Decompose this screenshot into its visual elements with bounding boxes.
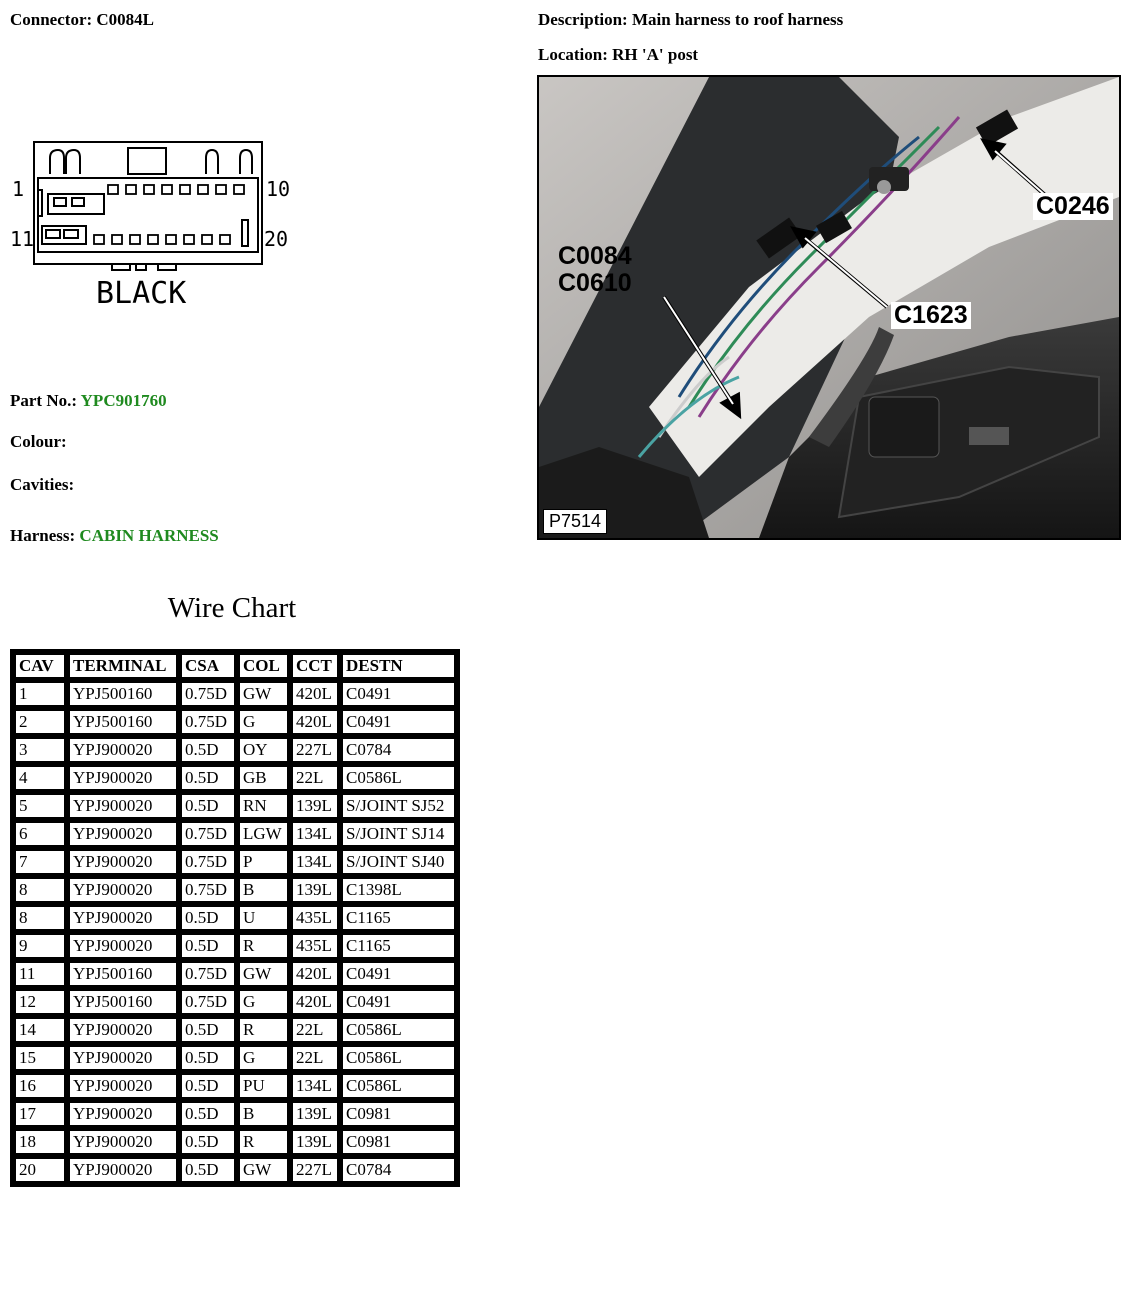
cell-cct: 134L <box>290 820 340 848</box>
cell-destn: C1165 <box>340 904 457 932</box>
cell-cav: 7 <box>13 848 67 876</box>
callout-c0084: C0084 <box>558 242 632 270</box>
cell-col: U <box>237 904 290 932</box>
cell-csa: 0.5D <box>179 764 237 792</box>
cell-cct: 139L <box>290 876 340 904</box>
harness-label: Harness: <box>10 526 76 545</box>
cell-cct: 420L <box>290 680 340 708</box>
cell-destn: C0491 <box>340 960 457 988</box>
cell-col: R <box>237 932 290 960</box>
cell-csa: 0.75D <box>179 876 237 904</box>
cell-col: B <box>237 1100 290 1128</box>
header-col: COL <box>237 652 290 680</box>
part-number-label: Part No.: <box>10 391 78 410</box>
cell-cct: 139L <box>290 1128 340 1156</box>
connector-colour-label: BLACK <box>96 276 187 311</box>
cell-cav: 3 <box>13 736 67 764</box>
cell-terminal: YPJ900020 <box>67 876 179 904</box>
cell-cav: 16 <box>13 1072 67 1100</box>
cavity-box <box>234 185 244 194</box>
cell-csa: 0.5D <box>179 1156 237 1184</box>
cell-terminal: YPJ900020 <box>67 1156 179 1184</box>
cavity-box <box>108 185 118 194</box>
cell-destn: S/JOINT SJ52 <box>340 792 457 820</box>
cell-terminal: YPJ900020 <box>67 764 179 792</box>
cavity-box <box>198 185 208 194</box>
table-row <box>13 764 457 792</box>
cell-terminal: YPJ500160 <box>67 708 179 736</box>
cell-cct: 139L <box>290 1100 340 1128</box>
cell-cct: 22L <box>290 1044 340 1072</box>
cell-cct: 227L <box>290 736 340 764</box>
location-photo <box>537 75 1121 540</box>
table-row <box>13 1128 457 1156</box>
cell-destn: C0586L <box>340 1016 457 1044</box>
cell-cct: 134L <box>290 1072 340 1100</box>
cell-cav: 8 <box>13 876 67 904</box>
header-destn: DESTN <box>340 652 457 680</box>
table-row <box>13 932 457 960</box>
cell-cav: 6 <box>13 820 67 848</box>
cell-terminal: YPJ500160 <box>67 680 179 708</box>
cavity-box <box>126 185 136 194</box>
connector-value: C0084L <box>96 10 155 29</box>
cell-cct: 22L <box>290 1016 340 1044</box>
cell-col: GW <box>237 1156 290 1184</box>
cavity-box <box>94 235 104 244</box>
table-row <box>13 708 457 736</box>
cavities-label: Cavities: <box>10 475 75 494</box>
cavities-line <box>10 475 74 495</box>
cell-csa: 0.75D <box>179 680 237 708</box>
table-row <box>13 792 457 820</box>
table-row <box>13 736 457 764</box>
cell-cav: 11 <box>13 960 67 988</box>
cavity-box <box>216 185 226 194</box>
cell-col: R <box>237 1128 290 1156</box>
cell-terminal: YPJ900020 <box>67 1128 179 1156</box>
part-number-value: YPC901760 <box>80 391 167 410</box>
cell-col: GW <box>237 680 290 708</box>
cavity-box <box>180 185 190 194</box>
description-heading <box>538 10 843 30</box>
cell-col: G <box>237 1044 290 1072</box>
cell-csa: 0.75D <box>179 988 237 1016</box>
table-row <box>13 904 457 932</box>
cell-terminal: YPJ900020 <box>67 904 179 932</box>
cavity-box <box>130 235 140 244</box>
cell-destn: C0586L <box>340 1072 457 1100</box>
cell-destn: C0981 <box>340 1128 457 1156</box>
cell-csa: 0.5D <box>179 932 237 960</box>
cell-cct: 227L <box>290 1156 340 1184</box>
cell-csa: 0.5D <box>179 1044 237 1072</box>
cell-cct: 139L <box>290 792 340 820</box>
table-row <box>13 680 457 708</box>
harness-line <box>10 526 219 546</box>
connector-heading <box>10 10 154 30</box>
part-number-line <box>10 391 167 411</box>
cell-cct: 134L <box>290 848 340 876</box>
cell-terminal: YPJ900020 <box>67 932 179 960</box>
header-cav: CAV <box>13 652 67 680</box>
cell-cct: 435L <box>290 932 340 960</box>
cell-cav: 18 <box>13 1128 67 1156</box>
cell-cav: 2 <box>13 708 67 736</box>
cell-destn: S/JOINT SJ14 <box>340 820 457 848</box>
wire-chart-header-row <box>13 652 457 680</box>
cavity-box <box>166 235 176 244</box>
cell-cav: 15 <box>13 1044 67 1072</box>
cell-terminal: YPJ500160 <box>67 960 179 988</box>
cell-col: GW <box>237 960 290 988</box>
table-row <box>13 848 457 876</box>
cell-csa: 0.5D <box>179 1100 237 1128</box>
pin-label-20: 20 <box>264 227 289 251</box>
cavity-box <box>184 235 194 244</box>
table-row <box>13 988 457 1016</box>
location-label: Location: <box>538 45 608 64</box>
cell-cav: 20 <box>13 1156 67 1184</box>
cell-cct: 420L <box>290 988 340 1016</box>
cell-cct: 22L <box>290 764 340 792</box>
photo-reference-id: P7514 <box>543 509 607 534</box>
colour-label: Colour: <box>10 432 67 451</box>
cell-csa: 0.5D <box>179 904 237 932</box>
cell-cct: 420L <box>290 708 340 736</box>
cell-destn: C0784 <box>340 736 457 764</box>
cell-terminal: YPJ900020 <box>67 1044 179 1072</box>
cell-destn: C0491 <box>340 988 457 1016</box>
cell-col: LGW <box>237 820 290 848</box>
table-row <box>13 876 457 904</box>
cell-csa: 0.5D <box>179 736 237 764</box>
cavity-box <box>162 185 172 194</box>
wire-chart-title: Wire Chart <box>167 592 297 624</box>
callout-c1623: C1623 <box>891 302 971 329</box>
table-row <box>13 1044 457 1072</box>
cell-cct: 435L <box>290 904 340 932</box>
cell-cav: 1 <box>13 680 67 708</box>
callout-c0610: C0610 <box>558 269 632 297</box>
harness-value: CABIN HARNESS <box>79 526 219 545</box>
pin-label-1: 1 <box>12 177 25 201</box>
connector-label: Connector: <box>10 10 93 29</box>
cell-destn: S/JOINT SJ40 <box>340 848 457 876</box>
pin-label-11: 11 <box>10 227 35 251</box>
cavity-box <box>220 235 230 244</box>
cell-csa: 0.5D <box>179 1016 237 1044</box>
table-row <box>13 1016 457 1044</box>
description-label: Description: <box>538 10 628 29</box>
cell-destn: C0586L <box>340 764 457 792</box>
cell-destn: C0491 <box>340 680 457 708</box>
wire-chart-table <box>10 649 460 1187</box>
cell-csa: 0.5D <box>179 792 237 820</box>
location-heading <box>538 45 698 65</box>
cell-destn: C1398L <box>340 876 457 904</box>
table-row <box>13 820 457 848</box>
cell-col: G <box>237 708 290 736</box>
cell-cav: 12 <box>13 988 67 1016</box>
cell-csa: 0.5D <box>179 1072 237 1100</box>
table-row <box>13 1156 457 1184</box>
cell-terminal: YPJ900020 <box>67 1100 179 1128</box>
table-row <box>13 960 457 988</box>
callout-c0246: C0246 <box>1033 193 1113 220</box>
header-cct: CCT <box>290 652 340 680</box>
cell-terminal: YPJ900020 <box>67 848 179 876</box>
header-terminal: TERMINAL <box>67 652 179 680</box>
cavity-box <box>148 235 158 244</box>
cell-terminal: YPJ900020 <box>67 1016 179 1044</box>
cell-csa: 0.75D <box>179 820 237 848</box>
cell-col: R <box>237 1016 290 1044</box>
table-row <box>13 1072 457 1100</box>
cell-col: GB <box>237 764 290 792</box>
cell-cav: 9 <box>13 932 67 960</box>
cell-cav: 4 <box>13 764 67 792</box>
cell-destn: C0784 <box>340 1156 457 1184</box>
cell-destn: C0586L <box>340 1044 457 1072</box>
description-value: Main harness to roof harness <box>631 10 844 29</box>
cell-cav: 5 <box>13 792 67 820</box>
cell-col: P <box>237 848 290 876</box>
cell-terminal: YPJ900020 <box>67 792 179 820</box>
cell-destn: C1165 <box>340 932 457 960</box>
location-value: RH 'A' post <box>612 45 699 64</box>
cell-csa: 0.75D <box>179 708 237 736</box>
cavity-box <box>144 185 154 194</box>
cell-col: OY <box>237 736 290 764</box>
cell-cav: 8 <box>13 904 67 932</box>
cavity-box <box>202 235 212 244</box>
colour-line <box>10 432 67 452</box>
cavity-box <box>112 235 122 244</box>
cell-terminal: YPJ900020 <box>67 736 179 764</box>
cell-terminal: YPJ500160 <box>67 988 179 1016</box>
cell-cav: 14 <box>13 1016 67 1044</box>
cell-col: PU <box>237 1072 290 1100</box>
cell-terminal: YPJ900020 <box>67 1072 179 1100</box>
pin-label-10: 10 <box>266 177 291 201</box>
connector-face-diagram <box>8 138 298 313</box>
cell-destn: C0981 <box>340 1100 457 1128</box>
cell-csa: 0.75D <box>179 848 237 876</box>
table-row <box>13 1100 457 1128</box>
cell-cav: 17 <box>13 1100 67 1128</box>
cell-col: B <box>237 876 290 904</box>
cell-terminal: YPJ900020 <box>67 820 179 848</box>
cell-destn: C0491 <box>340 708 457 736</box>
cell-col: RN <box>237 792 290 820</box>
cell-csa: 0.75D <box>179 960 237 988</box>
cell-csa: 0.5D <box>179 1128 237 1156</box>
cell-col: G <box>237 988 290 1016</box>
header-csa: CSA <box>179 652 237 680</box>
cell-cct: 420L <box>290 960 340 988</box>
